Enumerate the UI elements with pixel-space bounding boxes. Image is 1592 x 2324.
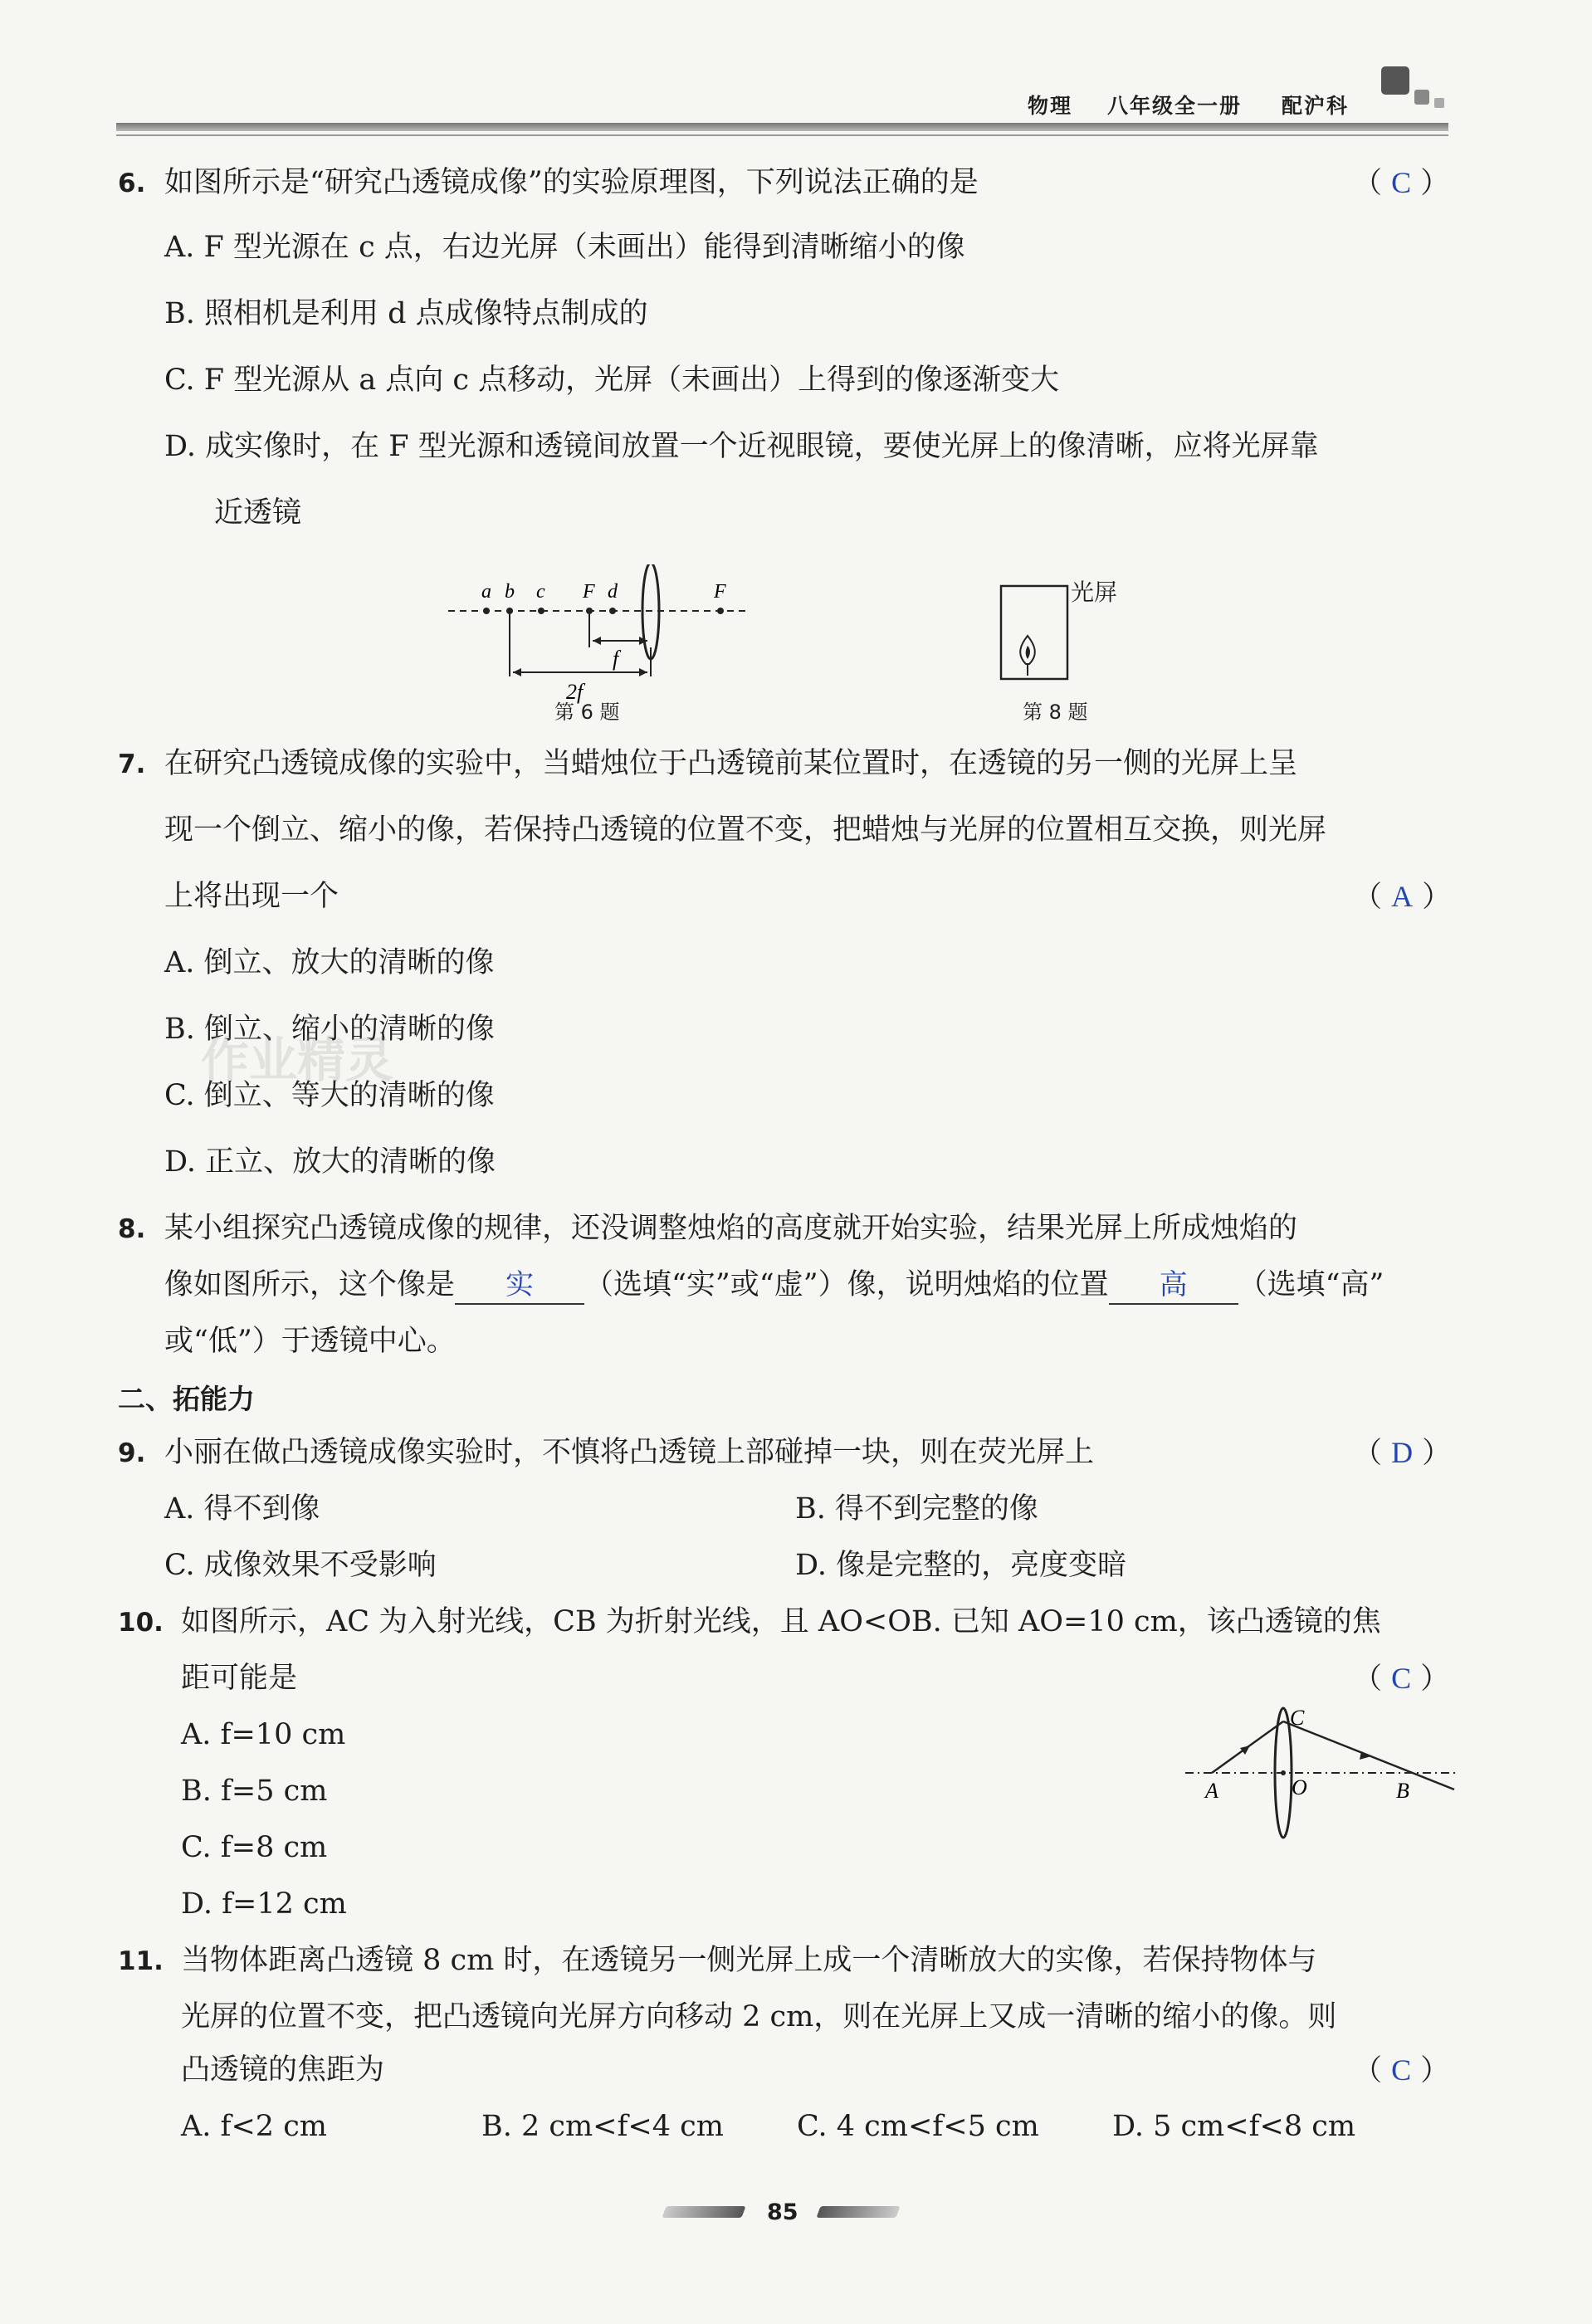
question-line: 上将出现一个 <box>164 880 339 913</box>
answer-bracket: （ C ） <box>1353 1662 1450 1696</box>
header-grade: 八年级全一册 <box>1107 94 1243 118</box>
option: D. 正立、放大的清晰的像 <box>164 1145 496 1179</box>
footer-ornament-left <box>662 2206 745 2218</box>
answer-choice: C <box>1391 2053 1412 2087</box>
question-text: 像如图所示，这个像是 <box>164 1268 456 1301</box>
footer-ornament-right <box>816 2206 900 2218</box>
option: B. 倒立、缩小的清晰的像 <box>164 1013 495 1046</box>
question-11 <box>118 1942 1463 1980</box>
question-6 <box>118 164 1463 202</box>
label-b: b <box>505 581 515 603</box>
option: C. f=8 cm <box>181 1831 328 1864</box>
option: C. 成像效果不受影响 <box>164 1549 437 1582</box>
option: C. 4 cm<f<5 cm <box>797 2110 1039 2143</box>
header-rule-thin <box>116 134 1448 136</box>
question-10 <box>118 1604 1463 1641</box>
label-c: c <box>536 581 545 603</box>
option: C. F 型光源从 a 点向 c 点移动，光屏（未画出）上得到的像逐渐变大 <box>164 364 1060 397</box>
option: B. 得不到完整的像 <box>795 1492 1038 1526</box>
label-C: C <box>1290 1706 1305 1730</box>
question-text: （选填“实”或“虚”）像，说明烛焰的位置 <box>584 1268 1109 1301</box>
answer-bracket: （ A ） <box>1353 880 1452 914</box>
question-line: 现一个倒立、缩小的像，若保持凸透镜的位置不变，把蜡烛与光屏的位置相互交换，则光屏 <box>164 813 1327 847</box>
option: B. 照相机是利用 d 点成像特点制成的 <box>164 297 648 330</box>
point-f-right <box>717 608 724 614</box>
option: D. 5 cm<f<8 cm <box>1112 2110 1356 2143</box>
question-line: 如图所示，AC 为入射光线，CB 为折射光线，且 AO<OB. 已知 AO=10 cm，该凸透镜的焦 <box>181 1605 1381 1638</box>
answer-choice: A <box>1391 880 1414 913</box>
question-stem: 小丽在做凸透镜成像实验时，不慎将凸透镜上部碰掉一块，则在荧光屏上 <box>164 1436 1095 1469</box>
point-f-left <box>586 608 593 614</box>
question-stem: 如图所示是“研究凸透镜成像”的实验原理图，下列说法正确的是 <box>164 166 979 199</box>
point-d <box>609 608 616 614</box>
section-heading: 二、拓能力 <box>118 1383 255 1415</box>
dim-2f: 2f <box>566 680 584 704</box>
dim-f: f <box>613 647 619 671</box>
page-number: 85 <box>767 2200 798 2225</box>
label-f-left: F <box>583 581 595 603</box>
figure-10 <box>1179 1702 1461 1843</box>
answer-bracket: （ D ） <box>1353 1436 1452 1470</box>
question-number: 10. <box>118 1608 164 1638</box>
point-a <box>483 608 490 614</box>
option: C. 倒立、等大的清晰的像 <box>164 1079 495 1112</box>
label-f-right: F <box>714 581 726 603</box>
option: D. 像是完整的，亮度变暗 <box>795 1549 1127 1582</box>
label-d: d <box>608 581 618 603</box>
question-number: 8. <box>118 1214 146 1244</box>
question-line: 凸透镜的焦距为 <box>181 2053 385 2087</box>
question-10-line-2 <box>181 1660 1463 1697</box>
option: B. f=5 cm <box>181 1775 328 1808</box>
label-a: a <box>481 581 491 603</box>
question-7 <box>118 745 1463 783</box>
question-11-last-line <box>181 2052 1463 2088</box>
question-number: 9. <box>118 1438 146 1468</box>
option-continuation: 近透镜 <box>214 496 302 530</box>
question-line: 在研究凸透镜成像的实验中，当蜡烛位于凸透镜前某位置时，在透镜的另一侧的光屏上呈 <box>164 747 1298 780</box>
question-number: 11. <box>118 1946 164 1976</box>
label-B: B <box>1396 1779 1409 1803</box>
figure-8-screen-label: 光屏 <box>1071 579 1118 606</box>
figure-6-caption: 第 6 题 <box>554 701 620 724</box>
option: B. 2 cm<f<4 cm <box>481 2110 724 2143</box>
header-subject: 物理 <box>1028 94 1073 118</box>
question-line: 距可能是 <box>181 1662 298 1695</box>
point-c <box>538 608 545 614</box>
question-line: 某小组探究凸透镜成像的规律，还没调整烛焰的高度就开始实验，结果光屏上所成烛焰的 <box>164 1212 1298 1245</box>
label-O: O <box>1292 1775 1307 1799</box>
option: A. F 型光源在 c 点，右边光屏（未画出）能得到清晰缩小的像 <box>164 231 965 264</box>
answer-choice: C <box>1391 166 1412 199</box>
fill-blank-1: 实 <box>455 1267 584 1305</box>
question-line: 光屏的位置不变，把凸透镜向光屏方向移动 2 cm，则在光屏上又成一清晰的缩小的像。则 <box>181 2000 1337 2034</box>
fill-blank-2: 高 <box>1109 1267 1238 1305</box>
answer-choice: C <box>1391 1662 1412 1695</box>
question-8 <box>118 1210 1463 1247</box>
option: A. 倒立、放大的清晰的像 <box>164 946 495 979</box>
label-A: A <box>1205 1779 1218 1803</box>
figure-8-caption: 第 8 题 <box>1023 701 1088 724</box>
answer-bracket: （ C ） <box>1353 2053 1450 2087</box>
option: D. f=12 cm <box>181 1887 347 1921</box>
question-7-last-line <box>164 878 1463 915</box>
option: A. f=10 cm <box>181 1718 346 1751</box>
watermark: 作业精灵 <box>201 1032 394 1088</box>
header-square-icon-tiny <box>1434 98 1444 108</box>
option: A. f<2 cm <box>181 2110 327 2143</box>
question-number: 7. <box>118 749 146 779</box>
question-number: 6. <box>118 168 146 198</box>
question-line: 当物体距离凸透镜 8 cm 时，在透镜另一侧光屏上成一个清晰放大的实像，若保持物体与 <box>181 1944 1317 1977</box>
question-line: 或“低”）于透镜中心。 <box>164 1325 456 1358</box>
header-square-icon-small <box>1414 90 1429 105</box>
header-rule <box>116 123 1448 131</box>
question-8-line-2 <box>164 1267 1384 1305</box>
answer-bracket: （ C ） <box>1353 166 1450 200</box>
question-9 <box>118 1434 1463 1472</box>
question-text: （选填“高” <box>1238 1268 1384 1301</box>
option: D. 成实像时，在 F 型光源和透镜间放置一个近视眼镜，要使光屏上的像清晰，应将光屏靠 <box>164 430 1319 463</box>
option: A. 得不到像 <box>164 1492 320 1526</box>
point-b <box>506 608 513 614</box>
answer-choice: D <box>1391 1436 1414 1469</box>
header-edition: 配沪科 <box>1282 94 1350 118</box>
header-square-icon <box>1381 66 1409 95</box>
